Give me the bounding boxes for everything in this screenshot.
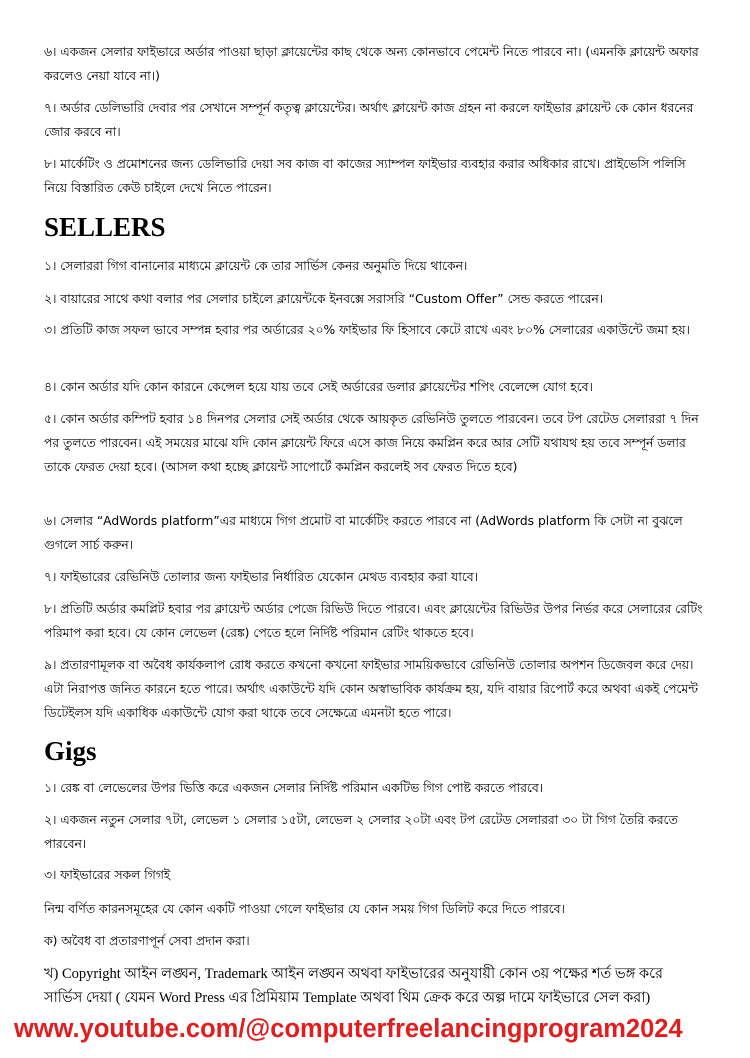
- gigs-item-1: ১। রেঙ্ক বা লেভেলের উপর ভিত্তি করে একজন সেলার নির্দিষ্ট পরিমান একটিভ গিগ পোষ্ট করতে পারবে।: [44, 781, 544, 795]
- gigs-reason-kha: খ) Copyright আইন লঙ্ঘন, Trademark আইন লঙ্ঘন অথবা ফাইভারের অনুযায়ী কোন ৩য় পক্ষের শর্ত ভঙ্গ করে সার্ভিস দেয়া ( যেমন Word Press এর প্রিমিয়াম Template অথবা থিম ক্রেক করে অল্প দামে ফাইভারে সেল করা): [44, 966, 663, 1006]
- rule-8-marketing: ৮। মার্কেটিং ও প্রমোশনের জন্য ডেলিভারি দেয়া সব কাজ বা কাজের স্যাম্পল ফাইভার ব্যবহার করার অধিকার রাখে। প্রাইভেসি পলিসি নিয়ে বিস্তারিত কেউ চাইলে দেখে নিতে পারেন।: [44, 157, 686, 195]
- sellers-item-6: ৬। সেলার “AdWords platform”এর মাধ্যমে গিগ প্রমোট বা মার্কেটিং করতে পারবে না (AdWords platform কি সেটা না বুঝলে গুগলে সার্চ করুন।: [44, 514, 683, 552]
- sellers-item-4: ৪। কোন অর্ডার যদি কোন কারনে কেন্সেল হয়ে যায় তবে সেই অর্ডারের ডলার ক্লায়েন্টের শপিং বেলেন্সে যোগ হবে।: [44, 380, 593, 394]
- sellers-heading: SELLERS: [44, 212, 166, 242]
- youtube-url-footer[interactable]: www.youtube.com/@computerfreelancingprogram2024: [14, 1015, 683, 1043]
- gigs-deletion-intro: নিন্ম বর্ণিত কারনসমূহের যে কোন একটি পাওয়া গেলে ফাইভার যে কোন সময় গিগ ডিলিট করে দিতে পারবে।: [44, 902, 565, 916]
- gigs-reason-ka: ক) অবৈধ বা প্রতারণাপূর্ন সেবা প্রদান করা।: [44, 934, 250, 948]
- sellers-item-8: ৮। প্রতিটি অর্ডার কমপ্লিট হবার পর ক্লায়েন্ট অর্ডার পেজে রিভিউ দিতে পারবে। এবং ক্লায়েন্টের রিভিউর উপর নির্ভর করে সেলারের রেটিং পরিমাপ করা হবে। যে কোন লেভেল (রেঙ্ক) পেতে হলে নির্দিষ্ট পরিমান রেটিং থাকতে হবে।: [44, 602, 703, 640]
- gigs-heading: Gigs: [44, 736, 97, 766]
- rule-7-delivery: ৭। অর্ডার ডেলিভারি দেবার পর সেখানে সম্পূর্ন কতৃত্ব ক্লায়েন্টের। অর্থাৎ ক্লায়েন্ট কাজ গ্রহন না করলে ফাইভার ক্লায়েন্ট কে কোন ধরনের জোর করবে না।: [44, 101, 694, 139]
- sellers-item-7: ৭। ফাইভারের রেভিনিউ তোলার জন্য ফাইভার নির্ধারিত যেকোন মেথড ব্যবহার করা যাবে।: [44, 570, 479, 584]
- sellers-item-1: ১। সেলাররা গিগ বানানোর মাধ্যমে ক্লায়েন্ট কে তার সার্ভিস কেনর অনুমতি দিয়ে থাকেন।: [44, 259, 468, 273]
- sellers-item-2: ২। বায়ারের সাথে কথা বলার পর সেলার চাইলে ক্লায়েন্টকে ইনবক্সে সরাসরি “Custom Offer” সেন্ড করতে পারেন।: [44, 292, 604, 306]
- rule-6-payment: ৬। একজন সেলার ফাইভারে অর্ডার পাওয়া ছাড়া ক্লায়েন্টের কাছ থেকে অন্য কোনভাবে পেমেন্ট নিতে পারবে না। (এমনকি ক্লায়েন্ট অফার করলেও নেয়া যাবে না।): [44, 45, 699, 83]
- sellers-item-3: ৩। প্রতিটি কাজ সফল ভাবে সম্পন্ন হবার পর অর্ডারের ২০% ফাইভার ফি হিসাবে কেটে রাখে এবং ৮০% সেলারের একাউন্টে জমা হয়।: [44, 323, 690, 337]
- sellers-item-5: ৫। কোন অর্ডার কম্পিট হবার ১৪ দিনপর সেলার সেই অর্ডার থেকে আয়কৃত রেভিনিউ তুলতে পারবেন। তবে টপ রেটেড সেলাররা ৭ দিন পর তুলতে পারবেন। এই সময়ের মাঝে যদি কোন ক্লায়েন্ট ফিরে এসে কাজ নিয়ে কমপ্লিন করে আর সেটি যথাযথ হয় তবে সম্পূর্ন ডলার তাকে ফেরত দেয়া হবে। (আসল কথা হচ্ছে ক্লায়েন্ট সাপোর্টে কমপ্লিন করলেই সব ফেরত দিতে হবে): [44, 412, 699, 474]
- gigs-item-3: ৩। ফাইভারের সকল গিগই: [44, 868, 171, 882]
- gigs-item-2: ২। একজন নতুন সেলার ৭টা, লেভেল ১ সেলার ১৫টা, লেভেল ২ সেলার ২০টা এবং টপ রেটেড সেলাররা ৩০ টা গিগ তৈরি করতে পারবেন।: [44, 813, 678, 851]
- sellers-item-9: ৯। প্রতারণামূলক বা অবৈধ কার্যকলাপ রোধ করতে কখনো কখনো ফাইভার সাময়িকভাবে রেভিনিউ তোলার অপশন ডিজেবল করে দেয়। এটা নিরাপত্ত জনিত কারনে হতে পারে। অর্থাৎ একাউন্টে যদি কোন অস্বাভাবিক কার্যক্রম হয়, যদি বায়ার রিপোর্ট করে অথবা একই পেমেন্ট ডিটেইলস যদি একাধিক একাউন্টে যোগ করা থাকে তবে সেক্ষেত্রে এমনটা হতে পারে।: [44, 658, 698, 720]
